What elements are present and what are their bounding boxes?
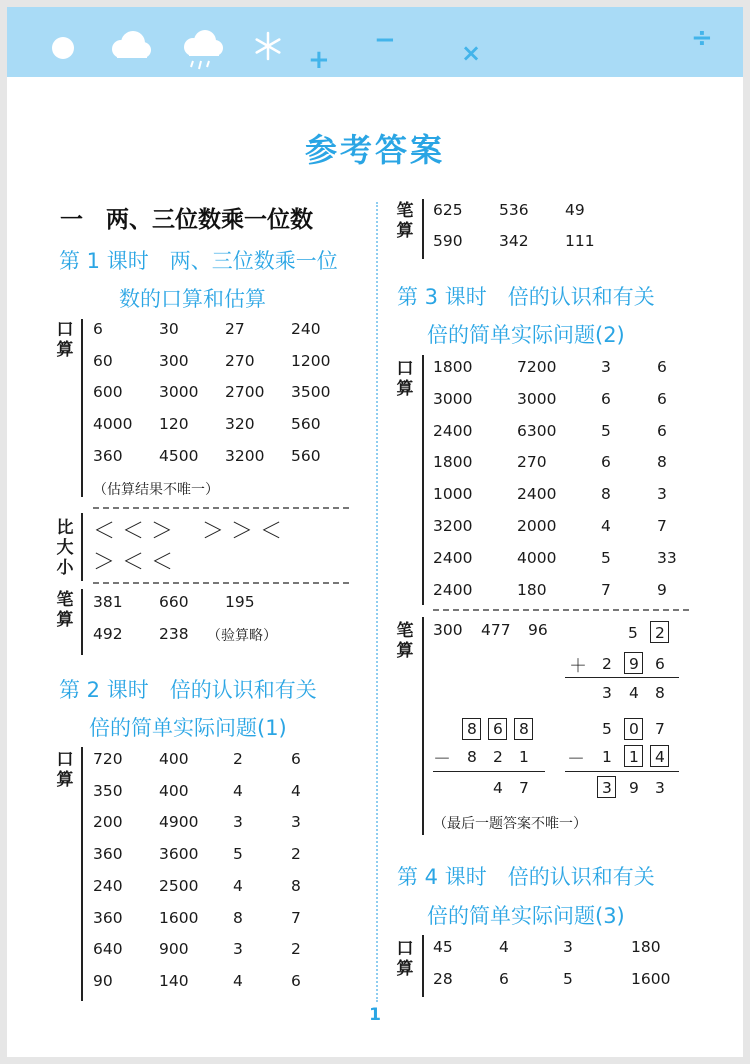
- cloudy-icon: [107, 29, 153, 61]
- cell: 4000: [517, 548, 557, 567]
- cell: 6: [657, 389, 667, 408]
- cell: 5: [601, 421, 611, 440]
- cell: 2400: [433, 421, 473, 440]
- cell: 400: [159, 750, 189, 768]
- cell: 195: [225, 593, 255, 611]
- cell: 30: [159, 320, 179, 338]
- cell: 7: [657, 517, 667, 535]
- digit: 2: [655, 624, 665, 642]
- cell: 2000: [517, 517, 557, 535]
- unit-heading: 一 两、三位数乘一位数: [60, 207, 313, 233]
- cell: 2: [291, 940, 301, 959]
- digit: 3: [655, 779, 665, 797]
- sum-line: [565, 677, 679, 678]
- cell: 1600: [631, 969, 671, 988]
- lesson1-title-line2: 数的口算和估算: [119, 287, 266, 311]
- cell: 4: [291, 781, 301, 800]
- cell: 5: [233, 845, 243, 864]
- cell: 6: [93, 320, 103, 338]
- digit: 2: [602, 655, 612, 673]
- digit: 1: [629, 748, 639, 766]
- lesson2-title-line2: 倍的简单实际问题(1): [89, 716, 287, 740]
- snowflake-icon: [253, 31, 283, 61]
- cell: 8: [291, 876, 301, 895]
- digit: 1: [519, 748, 529, 766]
- column-divider: [376, 202, 378, 1002]
- difference-line: [565, 771, 679, 772]
- cell: 320: [225, 415, 255, 434]
- label-kousuan: 口 算: [56, 320, 74, 360]
- digit: 6: [493, 720, 503, 738]
- digit: 4: [493, 779, 503, 797]
- dashed-divider: [93, 507, 349, 509]
- cell: 1800: [433, 453, 473, 472]
- plus-sign: ＋: [569, 656, 587, 677]
- label-bidaxiao: 比 大 小: [56, 518, 74, 578]
- cell: 270: [225, 351, 255, 370]
- plus-icon: +: [308, 45, 330, 75]
- cell: 1200: [291, 351, 331, 370]
- cell: 4: [601, 517, 611, 535]
- dashed-divider: [433, 609, 689, 611]
- digit: 5: [602, 720, 612, 738]
- digit: 9: [629, 655, 639, 673]
- bracket-line: [81, 513, 83, 581]
- lesson4-title-line1: 第 4 课时 倍的认识和有关: [397, 865, 655, 889]
- cell: 400: [159, 781, 189, 800]
- cell: 6300: [517, 421, 557, 440]
- compare-row-1: ＜ ＜ ＞ ＞ ＞ ＜: [93, 519, 282, 544]
- cell: 6: [499, 969, 509, 988]
- cell: 238: [159, 625, 189, 643]
- digit: 8: [655, 684, 665, 702]
- cell: 3600: [159, 845, 199, 864]
- digit: 8: [467, 720, 477, 738]
- digit: 9: [629, 779, 639, 797]
- cell: 2: [291, 845, 301, 864]
- cell: 590: [433, 232, 463, 250]
- cell: 5: [563, 969, 573, 988]
- cell: 3200: [433, 517, 473, 535]
- cell: 350: [93, 781, 123, 800]
- label-bisuan: 笔 算: [396, 621, 414, 661]
- estimate-note: （估算结果不唯一）: [93, 482, 219, 498]
- cell: 3200: [225, 446, 265, 465]
- cell: 180: [631, 938, 661, 956]
- cell: 720: [93, 750, 123, 768]
- cell: 660: [159, 593, 189, 611]
- label-kousuan: 口 算: [56, 750, 74, 790]
- cell: 7200: [517, 358, 557, 376]
- lesson2-title-line1: 第 2 课时 倍的认识和有关: [59, 678, 317, 702]
- digit: 3: [602, 779, 612, 797]
- cell: 360: [93, 908, 123, 927]
- cell: 1600: [159, 908, 199, 927]
- cell: 6: [601, 389, 611, 408]
- digit: 3: [602, 684, 612, 702]
- digit: 6: [655, 655, 665, 673]
- cell: 2400: [433, 580, 473, 599]
- cell: 270: [517, 453, 547, 472]
- cell: 3: [233, 940, 243, 959]
- page-number: 1: [369, 1005, 381, 1025]
- bracket-line: [422, 617, 424, 835]
- cell: 625: [433, 201, 463, 219]
- digit: 8: [467, 748, 477, 766]
- cell: 45: [433, 938, 453, 956]
- cell: 7: [601, 580, 611, 599]
- cell: 3: [601, 358, 611, 376]
- cell: 2400: [517, 485, 557, 504]
- times-icon: ×: [461, 39, 482, 67]
- cell: 6: [657, 358, 667, 376]
- digit: 5: [628, 624, 638, 642]
- cell: 1000: [433, 485, 473, 504]
- cell: 560: [291, 446, 321, 465]
- digit: 7: [655, 720, 665, 738]
- bracket-line: [81, 319, 83, 497]
- cell: 140: [159, 971, 189, 990]
- difference-line: [433, 771, 545, 772]
- cell: 3500: [291, 383, 331, 402]
- page-title: 参考答案: [304, 131, 445, 169]
- label-bisuan: 笔 算: [396, 201, 414, 241]
- cell: 2500: [159, 876, 199, 895]
- digit: 4: [629, 684, 639, 702]
- cell: 4: [233, 781, 243, 800]
- minus-sign: －: [567, 749, 585, 770]
- digit: 0: [629, 720, 639, 738]
- verify-note: （验算略）: [207, 628, 277, 644]
- cell: 9: [657, 580, 667, 599]
- cell: 2400: [433, 548, 473, 567]
- cell: 4: [233, 971, 243, 990]
- cell: 96: [528, 621, 548, 639]
- cell: 2: [233, 750, 243, 768]
- cell: 4: [499, 938, 509, 956]
- cell: 3000: [159, 383, 199, 402]
- cell: 4000: [93, 415, 133, 434]
- cell: 1800: [433, 358, 473, 376]
- answer-note: （最后一题答案不唯一）: [433, 816, 587, 832]
- label-kousuan: 口 算: [396, 939, 414, 979]
- cell: 200: [93, 813, 123, 832]
- cell: 640: [93, 940, 123, 959]
- cell: 3: [233, 813, 243, 832]
- digit: 4: [655, 748, 665, 766]
- cell: 536: [499, 201, 529, 219]
- dashed-divider: [93, 582, 349, 584]
- cell: 49: [565, 201, 585, 219]
- lesson4-title-line2: 倍的简单实际问题(3): [427, 904, 625, 928]
- cell: 600: [93, 383, 123, 402]
- bracket-line: [422, 355, 424, 605]
- cell: 6: [657, 421, 667, 440]
- cell: 60: [93, 351, 113, 370]
- bracket-line: [81, 747, 83, 1001]
- lesson3-title-line1: 第 3 课时 倍的认识和有关: [397, 285, 655, 309]
- minus-icon: −: [374, 25, 396, 55]
- cell: 3000: [517, 389, 557, 408]
- cell: 3: [291, 813, 301, 832]
- cell: 33: [657, 548, 677, 567]
- digit: 1: [602, 748, 612, 766]
- cell: 180: [517, 580, 547, 599]
- cell: 8: [657, 453, 667, 472]
- minus-sign: －: [433, 749, 451, 770]
- cell: 28: [433, 969, 453, 988]
- cell: 240: [291, 320, 321, 338]
- cell: 90: [93, 971, 113, 990]
- cell: 3000: [433, 389, 473, 408]
- cell: 560: [291, 415, 321, 434]
- cell: 3: [563, 938, 573, 956]
- cell: 477: [481, 621, 511, 639]
- cell: 7: [291, 908, 301, 927]
- cell: 240: [93, 876, 123, 895]
- compare-row-2: ＞ ＜ ＜: [93, 550, 173, 575]
- cell: 360: [93, 845, 123, 864]
- digit: 7: [519, 779, 529, 797]
- lesson1-title-line1: 第 1 课时 两、三位数乘一位: [59, 249, 338, 273]
- cell: 4: [233, 876, 243, 895]
- cell: 3: [657, 485, 667, 504]
- cell: 8: [233, 908, 243, 927]
- cell: 381: [93, 593, 123, 611]
- digit: 2: [493, 748, 503, 766]
- label-kousuan: 口 算: [396, 359, 414, 399]
- cell: 27: [225, 320, 245, 338]
- lesson3-title-line2: 倍的简单实际问题(2): [427, 323, 625, 347]
- header-banner: [7, 7, 743, 77]
- cell: 492: [93, 625, 123, 643]
- label-bisuan: 笔 算: [56, 590, 74, 630]
- cell: 5: [601, 548, 611, 567]
- digit: 8: [519, 720, 529, 738]
- cell: 4900: [159, 813, 199, 832]
- cell: 6: [291, 971, 301, 990]
- cell: 300: [433, 621, 463, 639]
- bracket-line: [81, 589, 83, 655]
- cell: 2700: [225, 383, 265, 402]
- cell: 8: [601, 485, 611, 504]
- cell: 900: [159, 940, 189, 959]
- cell: 4500: [159, 446, 199, 465]
- rain-cloud-icon: [179, 29, 225, 73]
- cell: 6: [291, 750, 301, 768]
- cell: 111: [565, 232, 595, 250]
- divide-icon: ÷: [691, 23, 713, 53]
- cell: 6: [601, 453, 611, 472]
- sun-icon: [52, 37, 74, 59]
- cell: 360: [93, 446, 123, 465]
- bracket-line: [422, 199, 424, 259]
- cell: 342: [499, 232, 529, 250]
- cell: 120: [159, 415, 189, 434]
- page: [7, 7, 743, 1057]
- cell: 300: [159, 351, 189, 370]
- bracket-line: [422, 935, 424, 997]
